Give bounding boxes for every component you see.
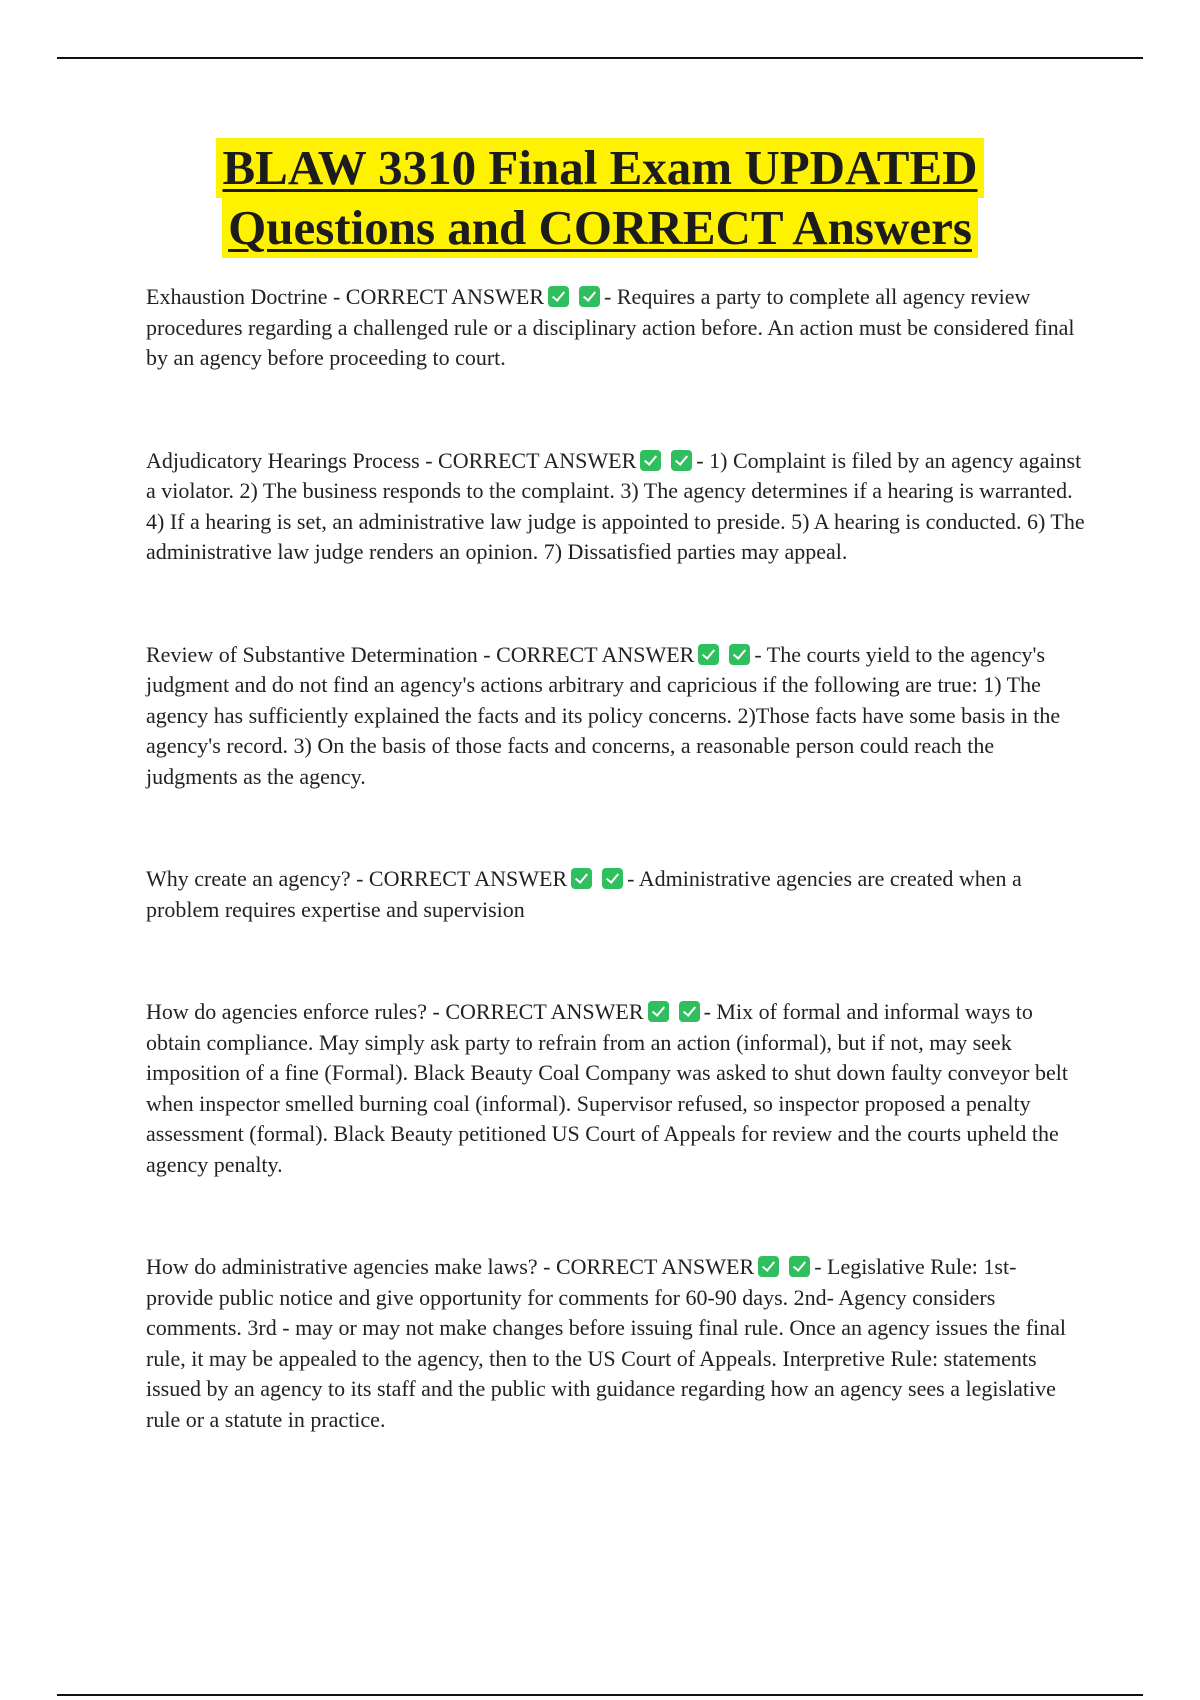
check-mark-icon	[548, 286, 569, 307]
qa-item: How do agencies enforce rules? - CORRECT ANSWER - Mix of formal and informal ways to obtain compliance. May simply ask party to refrain from an action (informal), but if not, may seek imposition of a fine (Formal). Black Beauty Coal Company was asked to shut down faulty conveyor belt when inspector smelled burning coal (informal). Supervisor refused, so inspector proposed a penalty assessment (formal). Black Beauty petitioned US Court of Appeals for review and the courts upheld the agency penalty.	[146, 999, 1068, 1177]
qa-term: Review of Substantive Determination	[146, 641, 478, 667]
check-mark-icon	[579, 286, 600, 307]
check-mark-icon	[698, 644, 719, 665]
qa-label: CORRECT ANSWER	[438, 447, 637, 473]
bottom-rule	[57, 1694, 1143, 1696]
qa-answer: 1) Complaint is filed by an agency against a violator. 2) The business responds to the complaint. 3) The agency determines if a hearing is warranted. 4) If a hearing is set, an administrative law judge is appointed to preside. 5) A hearing is conducted. 6) The administrative law judge renders an opinion. 7) Dissatisfied parties may appeal.	[146, 447, 1085, 564]
qa-term: How do agencies enforce rules?	[146, 999, 427, 1024]
qa-label: CORRECT ANSWER	[496, 641, 695, 667]
qa-label: CORRECT ANSWER	[368, 866, 568, 891]
qa-label: CORRECT ANSWER	[445, 999, 644, 1024]
check-mark-icon	[758, 1256, 779, 1277]
qa-item: Exhaustion Doctrine - CORRECT ANSWER - Requires a party to complete all agency review procedures regarding a challenged rule or a disciplinary action before. An action must be considered final by an agency before proceeding to court.	[146, 284, 1075, 370]
qa-answer: Mix of formal and informal ways to obtain compliance. May simply ask party to refrain from an action (informal), but if not, may seek imposition of a fine (Formal). Black Beauty Coal Company was asked to shut down faulty conveyor belt when inspector smelled burning coal (informal). Supervisor refused, so inspector proposed a penalty assessment (formal). Black Beauty petitioned US Court of Appeals for review and the courts upheld the agency penalty.	[146, 999, 1068, 1177]
top-rule	[57, 57, 1143, 59]
qa-item: Adjudicatory Hearings Process - CORRECT ANSWER - 1) Complaint is filed by an agency against a violator. 2) The business responds to the complaint. 3) The agency determines if a hearing is warranted. 4) If a hearing is set, an administrative law judge is appointed to preside. 5) A hearing is conducted. 6) The administrative law judge renders an opinion. 7) Dissatisfied parties may appeal.	[146, 447, 1085, 564]
qa-list	[146, 282, 1086, 1435]
qa-answer: Administrative agencies are created when a problem requires expertise and supervision	[146, 866, 1022, 922]
page-title	[0, 138, 1200, 258]
check-mark-icon	[729, 644, 750, 665]
qa-answer: The courts yield to the agency's judgment and do not find an agency's actions arbitrary and capricious if the following are true: 1) The agency has sufficiently explained the facts and its policy concerns. 2)Those facts have some basis in the agency's record. 3) On the basis of those facts and concerns, a reasonable person could reach the judgments as the agency.	[146, 641, 1061, 789]
check-mark-icon	[602, 868, 623, 889]
check-mark-icon	[671, 450, 692, 471]
check-mark-icon	[789, 1256, 810, 1277]
check-mark-icon	[648, 1001, 669, 1022]
check-mark-icon	[571, 868, 592, 889]
qa-term: Why create an agency?	[146, 866, 351, 891]
qa-answer: Requires a party to complete all agency review procedures regarding a challenged rule or a disciplinary action before. An action must be considered final by an agency before proceeding to court.	[146, 284, 1075, 370]
qa-term: How do administrative agencies make laws?	[146, 1254, 538, 1279]
qa-term: Adjudicatory Hearings Process	[146, 447, 420, 473]
qa-item: How do administrative agencies make laws? - CORRECT ANSWER - Legislative Rule: 1st- provide public notice and give opportunity for comments for 60-90 days. 2nd- Agency considers comments. 3rd - may or may not make changes before issuing final rule. Once an agency issues the final rule, it may be appealed to the agency, then to the US Court of Appeals. Interpretive Rule: statements issued by an agency to its staff and the public with guidance regarding how an agency sees a legislative rule or a statute in practice.	[146, 1254, 1067, 1432]
qa-label: CORRECT ANSWER	[555, 1254, 755, 1279]
check-mark-icon	[640, 450, 661, 471]
qa-term: Exhaustion Doctrine	[146, 284, 328, 309]
check-mark-icon	[679, 1001, 700, 1022]
title-line-2: Questions and CORRECT Answers	[222, 198, 978, 258]
qa-label: CORRECT ANSWER	[345, 284, 545, 309]
qa-item: Review of Substantive Determination - CORRECT ANSWER - The courts yield to the agency's judgment and do not find an agency's actions arbitrary and capricious if the following are true: 1) The agency has sufficiently explained the facts and its policy concerns. 2)Those facts have some basis in the agency's record. 3) On the basis of those facts and concerns, a reasonable person could reach the judgments as the agency.	[146, 641, 1061, 789]
qa-answer: Legislative Rule: 1st- provide public notice and give opportunity for comments for 60-90 days. 2nd- Agency considers comments. 3rd - may or may not make changes before issuing final rule. Once an agency issues the final rule, it may be appealed to the agency, then to the US Court of Appeals. Interpretive Rule: statements issued by an agency to its staff and the public with guidance regarding how an agency sees a legislative rule or a statute in practice.	[146, 1254, 1067, 1432]
qa-item: Why create an agency? - CORRECT ANSWER - Administrative agencies are created when a problem requires expertise and supervision	[146, 866, 1022, 922]
title-line-1: BLAW 3310 Final Exam UPDATED	[216, 138, 983, 198]
